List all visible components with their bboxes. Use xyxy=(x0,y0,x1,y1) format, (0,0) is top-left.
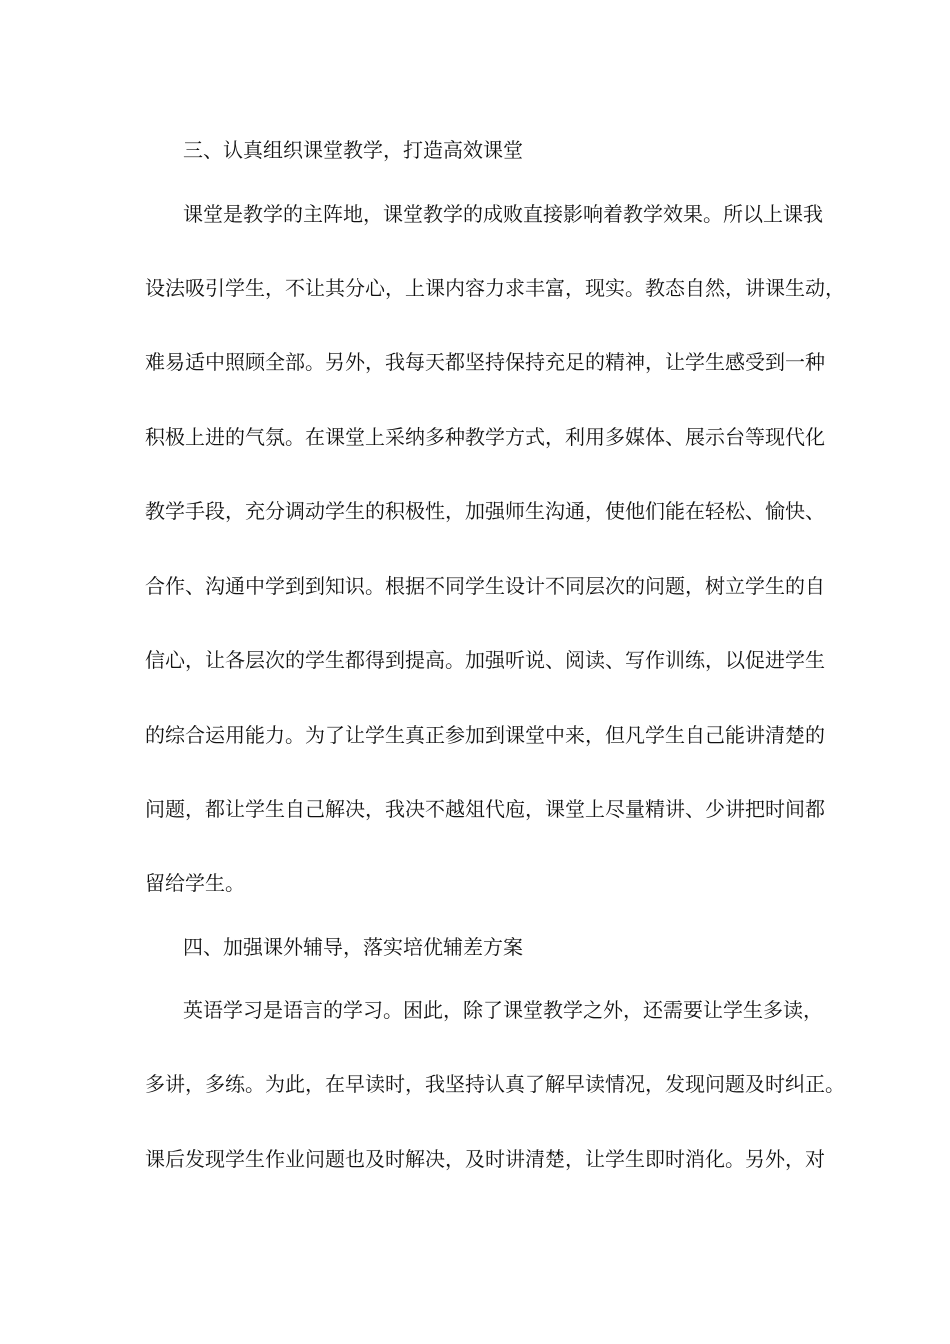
paragraph-line: 信心，让各层次的学生都得到提高。加强听说、阅读、写作训练，以促进学生 xyxy=(145,648,825,672)
section-heading-4: 四、加强课外辅导，落实培优辅差方案 xyxy=(183,935,523,959)
paragraph-line: 课堂是教学的主阵地，课堂教学的成败直接影响着教学效果。所以上课我 xyxy=(183,202,823,226)
paragraph-line: 多讲，多练。为此，在早读时，我坚持认真了解早读情况，发现问题及时纠正。 xyxy=(145,1072,845,1096)
paragraph-line: 难易适中照顾全部。另外，我每天都坚持保持充足的精神，让学生感受到一种 xyxy=(145,350,825,374)
paragraph-line: 的综合运用能力。为了让学生真正参加到课堂中来，但凡学生自己能讲清楚的 xyxy=(145,723,825,747)
paragraph-line: 留给学生。 xyxy=(145,871,245,895)
section-heading-3: 三、认真组织课堂教学，打造高效课堂 xyxy=(183,138,523,162)
paragraph-line: 设法吸引学生，不让其分心，上课内容力求丰富，现实。教态自然，讲课生动， xyxy=(145,276,845,300)
paragraph-line: 合作、沟通中学到到知识。根据不同学生设计不同层次的问题，树立学生的自 xyxy=(145,574,825,598)
paragraph-line: 英语学习是语言的学习。困此，除了课堂教学之外，还需要让学生多读， xyxy=(183,998,823,1022)
paragraph-line: 积极上进的气氛。在课堂上采纳多种教学方式，利用多媒体、展示台等现代化 xyxy=(145,425,825,449)
paragraph-line: 教学手段，充分调动学生的积极性，加强师生沟通，使他们能在轻松、愉快、 xyxy=(145,499,825,523)
paragraph-line: 课后发现学生作业问题也及时解决，及时讲清楚，让学生即时消化。另外，对 xyxy=(145,1147,825,1171)
paragraph-line: 问题，都让学生自己解决，我决不越俎代庖，课堂上尽量精讲、少讲把时间都 xyxy=(145,797,825,821)
